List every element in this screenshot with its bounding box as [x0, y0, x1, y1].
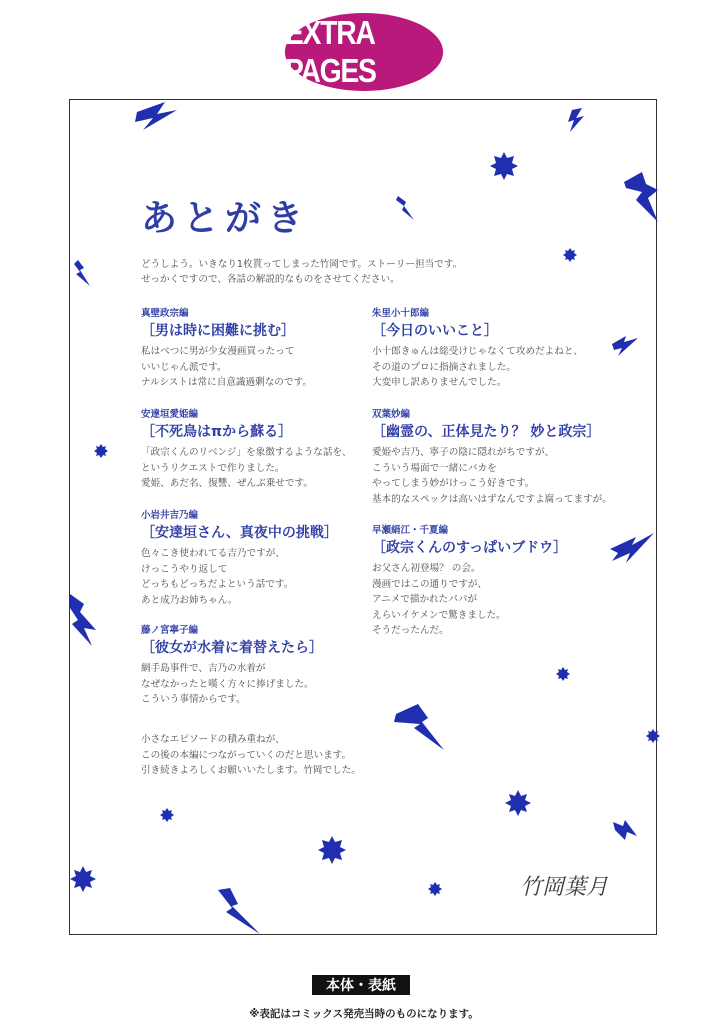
episode-comment [141, 661, 391, 708]
episode-comment [141, 546, 391, 608]
episode-subtitle: 藤ノ宮寧子編 [141, 625, 199, 636]
starburst-icon [160, 808, 174, 822]
starburst-icon [556, 667, 570, 681]
comment-line: どっちもどっちだよという話です。 [141, 579, 294, 590]
episode-subtitle: 双葉妙編 [372, 409, 411, 420]
episode-subtitle: 真壁政宗編 [141, 308, 189, 319]
lightning-icon [218, 888, 262, 934]
comment-line: その道のプロに指摘されました。 [372, 361, 516, 373]
comment-line: 「政宗くんのリベンジ」を象徴するような話を、 [141, 447, 352, 458]
comment-line: いいじゃん派です。 [141, 361, 227, 373]
episode-heading: ［男は時に困難に挑む］ [141, 323, 295, 339]
episode-comment [372, 344, 622, 391]
comment-line: 基本的なスペックは高いはずなんですよ腐ってますが。 [372, 493, 612, 505]
afterword-title: あとがき [141, 198, 310, 239]
lightning-icon [568, 108, 586, 132]
comment-line: ナルシストは常に自意識過剰なのです。 [141, 377, 312, 388]
comment-line: けっこうやり返して [141, 563, 228, 575]
starburst-icon [70, 866, 96, 892]
closing-line: この後の本編につながっていくのだと思います。 [141, 749, 352, 761]
episode-section [141, 307, 391, 391]
comment-line: えらいイケメンで驚きました。 [372, 609, 506, 621]
episode-heading: ［彼女が水着に着替えたら］ [141, 640, 323, 656]
comment-line: 小十郎きゅんは総受けじゃなくて攻めだよねと、 [372, 346, 584, 357]
episode-subtitle: 安達垣愛姫編 [141, 409, 199, 420]
intro-text [141, 257, 462, 287]
lightning-icon [394, 704, 446, 752]
starburst-icon [94, 444, 108, 458]
episode-heading: ［今日のいいこと］ [372, 323, 498, 339]
episode-subtitle: 朱里小十郎編 [372, 308, 430, 319]
episode-section [141, 624, 391, 708]
closing-line: 引き続きよろしくお願いいたします。竹岡でした。 [141, 765, 361, 776]
lightning-icon [135, 100, 179, 132]
footer-label: 本体・表紙 [312, 975, 410, 995]
lightning-icon [70, 594, 98, 646]
comment-line: あと成乃お姉ちゃん。 [141, 594, 238, 606]
episode-section [141, 509, 391, 608]
comment-line: こういう場面で一緒にバカを [372, 462, 497, 474]
lightning-icon [613, 820, 639, 840]
starburst-icon [505, 790, 531, 816]
comment-line: 愛姫や吉乃、寧子の陰に隠れがちですが、 [372, 447, 555, 458]
author-signature: 竹岡葉月 [520, 875, 609, 900]
extra-pages-banner: EXTRA PAGES [285, 13, 443, 91]
lightning-icon [74, 260, 92, 286]
intro-line: どうしよう。いきなり1枚貰ってしまった竹岡です。ストーリー担当です。 [141, 259, 463, 270]
starburst-icon [428, 882, 442, 896]
episode-subtitle: 早瀬絹江・千夏編 [372, 525, 449, 536]
comment-line: 色々こき使われてる吉乃ですが、 [141, 548, 285, 559]
episode-heading: ［政宗くんのすっぱいブドウ］ [372, 540, 568, 556]
episode-heading: ［幽霊の、正体見たり？ 妙と政宗］ [372, 424, 601, 440]
closing-line: 小さなエピソードの積み重ねが、 [141, 734, 285, 745]
comment-line: 網手島事件で、吉乃の水着が [141, 663, 266, 674]
episode-heading: ［不死鳥はπから蘇る］ [141, 424, 293, 440]
starburst-icon [646, 729, 660, 743]
starburst-icon [490, 152, 518, 180]
comment-line: 愛姫、あだ名、復讐、ぜんぶ乗せです。 [141, 478, 313, 489]
comment-line: そうだったんだ。 [372, 625, 449, 636]
lightning-icon [396, 196, 416, 220]
episode-section [372, 307, 622, 391]
comment-line: 私はべつに男が少女漫画買ったって [141, 346, 295, 357]
intro-line: せっかくですので、各話の解説的なものをさせてください。 [141, 274, 400, 285]
episode-comment [372, 445, 622, 507]
episode-section [141, 408, 391, 492]
episode-subtitle: 小岩井吉乃編 [141, 510, 199, 521]
starburst-icon [563, 248, 577, 262]
starburst-icon [318, 836, 346, 864]
comment-line: というリクエストで作りました。 [141, 462, 285, 474]
comment-line: こういう事情からです。 [141, 694, 246, 705]
closing-text [141, 732, 361, 779]
footer-note: ※表記はコミックス発売当時のものになります。 [249, 1008, 479, 1020]
lightning-icon [622, 172, 660, 224]
episode-section [372, 408, 622, 507]
comment-line: なぜなかったと嘆く方々に捧げました。 [141, 678, 314, 690]
episode-section [372, 524, 622, 639]
comment-line: アニメで描かれたパパが [372, 594, 478, 605]
episode-heading: ［安達垣さん、真夜中の挑戦］ [141, 525, 338, 541]
comment-line: 大変申し訳ありませんでした。 [372, 377, 507, 388]
episode-comment [372, 561, 622, 639]
comment-line: やってしまう妙がけっこう好きです。 [372, 478, 535, 489]
episode-comment [141, 445, 391, 492]
comment-line: 漫画ではこの通りですが、 [372, 578, 488, 590]
episode-comment [141, 344, 391, 391]
comment-line: お父さん初登場？ の会。 [372, 563, 481, 574]
